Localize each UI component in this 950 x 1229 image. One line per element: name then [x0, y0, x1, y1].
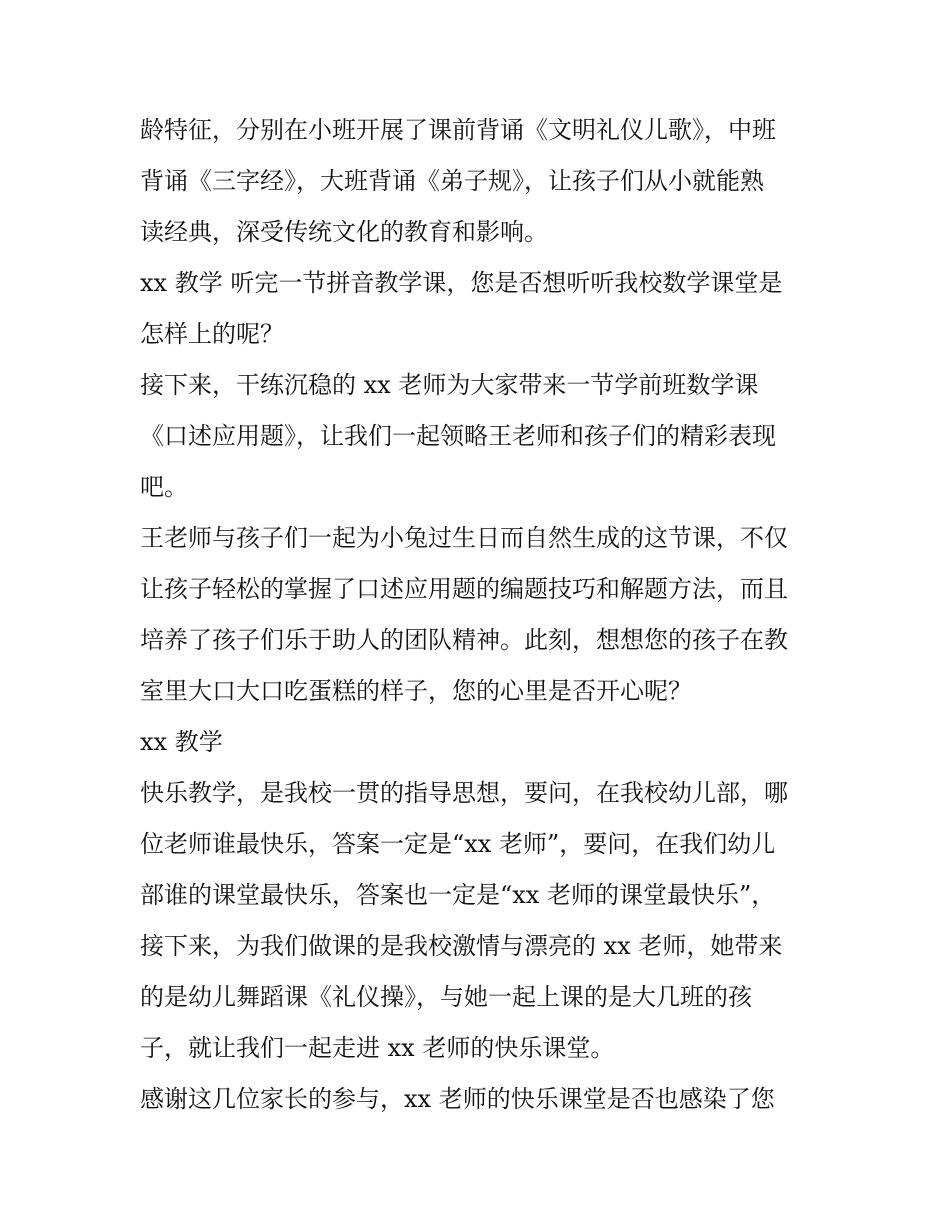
section-heading: xx 教学	[140, 728, 223, 756]
text-line: 感谢这几位家长的参与，xx 老师的快乐课堂是否也感染了您	[140, 1085, 775, 1113]
text-line: 位老师谁最快乐，答案一定是“xx 老师”，要问，在我们幼儿	[140, 830, 776, 858]
text-line: 接下来，干练沉稳的 xx 老师为大家带来一节学前班数学课	[140, 371, 759, 399]
text-line: 培养了孩子们乐于助人的团队精神。此刻，想想您的孩子在教	[140, 626, 788, 654]
text-line: 接下来，为我们做课的是我校激情与漂亮的 xx 老师，她带来	[140, 932, 783, 960]
text-line: 子，就让我们一起走进 xx 老师的快乐课堂。	[140, 1034, 615, 1062]
text-line: 吧。	[140, 473, 188, 501]
text-line: 快乐教学，是我校一贯的指导思想，要问，在我校幼儿部，哪	[140, 779, 788, 807]
text-line: 怎样上的呢？	[140, 320, 284, 348]
text-line: 部谁的课堂最快乐，答案也一定是“xx 老师的课堂最快乐”，	[140, 881, 776, 909]
text-line: 的是幼儿舞蹈课《礼仪操》，与她一起上课的是大几班的孩	[140, 983, 752, 1011]
text-line: 背诵《三字经》，大班背诵《弟子规》，让孩子们从小就能熟	[140, 167, 764, 195]
text-line: 读经典，深受传统文化的教育和影响。	[140, 218, 548, 246]
text-line: 让孩子轻松的掌握了口述应用题的编题技巧和解题方法，而且	[140, 575, 788, 603]
text-line: 王老师与孩子们一起为小兔过生日而自然生成的这节课，不仅	[140, 524, 788, 552]
text-line: 《口述应用题》，让我们一起领略王老师和孩子们的精彩表现	[140, 422, 776, 450]
document-body	[140, 108, 820, 1128]
text-line: 室里大口大口吃蛋糕的样子，您的心里是否开心呢？	[140, 677, 692, 705]
text-line: 龄特征，分别在小班开展了课前背诵《文明礼仪儿歌》，中班	[140, 116, 776, 144]
text-line: xx 教学 听完一节拼音教学课，您是否想听听我校数学课堂是	[140, 269, 783, 297]
